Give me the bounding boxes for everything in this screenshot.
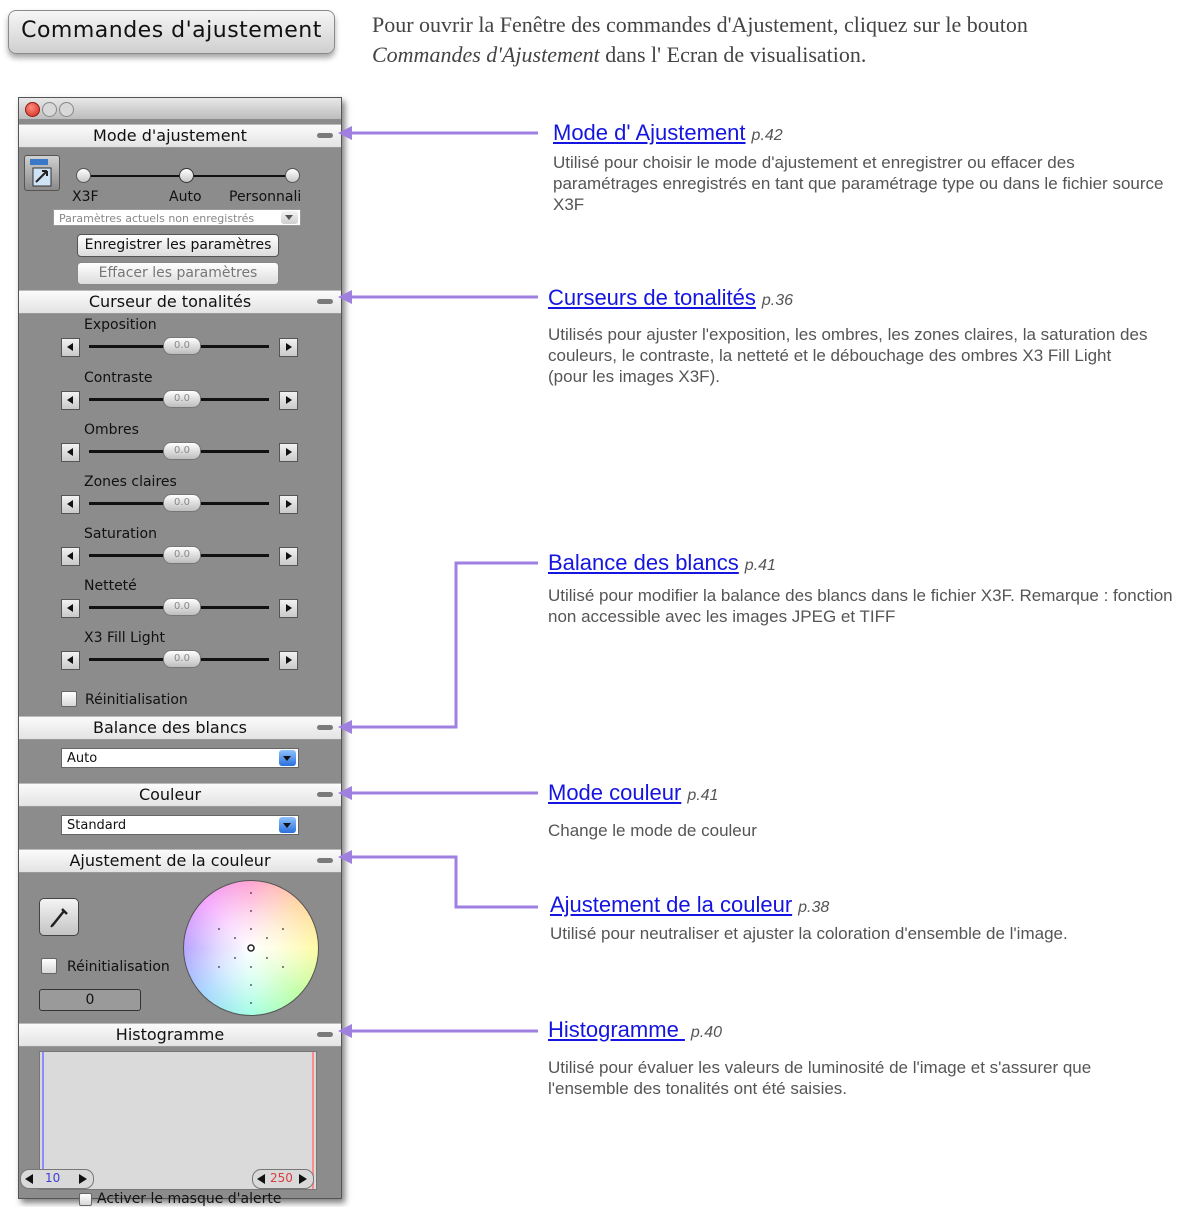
intro-italic: Commandes d'Ajustement (372, 42, 600, 67)
callout-mode-title[interactable] (553, 120, 783, 146)
slider-label-shadows: Ombres (84, 422, 139, 438)
callout-color-adjust-title[interactable] (550, 892, 829, 918)
clear-settings-button[interactable]: Effacer les paramètres (77, 262, 279, 285)
callout-color-adjust-desc: Utilisé pour neutraliser et ajuster la coloration d'ensemble de l'image. (550, 924, 1068, 943)
section-title: Mode d'ajustement (93, 126, 247, 145)
slider-label-fill-light: X3 Fill Light (84, 630, 166, 646)
mode-option-x3f: X3F (72, 189, 99, 205)
color-reset-label: Réinitialisation (67, 959, 170, 975)
slider-knob[interactable]: 0.0 (163, 442, 201, 460)
wb-select-value: Auto (67, 751, 98, 766)
preset-select-value: Paramètres actuels non enregistrés (59, 212, 255, 225)
callout-link[interactable]: Curseurs de tonalités (548, 285, 756, 310)
callout-link[interactable]: Histogramme (548, 1017, 685, 1042)
intro-line: Pour ouvrir la Fenêtre des commandes d'Ajustement, cliquez sur le bouton (372, 12, 1028, 37)
callout-sliders-title[interactable] (548, 285, 793, 311)
callout-mode-desc: Utilisé pour choisir le mode d'ajustement et enregistrer ou effacer des paramétrages enregistrés en tant que paramétrage type ou dans le fichier source X3F (553, 153, 1164, 214)
callout-wb-desc: Utilisé pour modifier la balance des blancs dans le fichier X3F. Remarque : fonction non accessible avec les images JPEG et TIFF (548, 586, 1173, 626)
alert-mask-label: Activer le masque d'alerte (97, 1191, 282, 1207)
section-title: Couleur (138, 785, 202, 804)
section-title: Ajustement de la couleur (69, 851, 271, 870)
high-value: 250 (270, 1171, 293, 1185)
callout-link[interactable]: Mode couleur (548, 780, 682, 805)
callout-page: p.41 (744, 557, 776, 574)
mode-option-auto: Auto (169, 189, 202, 205)
high-value-stepper[interactable] (252, 1169, 314, 1189)
callout-page: p.40 (690, 1024, 723, 1041)
callout-histogram-desc: Utilisé pour évaluer les valeurs de luminosité de l'image et s'assurer que l'ensemble des tonalités ont été saisies. (548, 1058, 1092, 1098)
slider-label-exposure: Exposition (84, 317, 157, 333)
section-title: Histogramme (115, 1025, 225, 1044)
save-settings-button[interactable]: Enregistrer les paramètres (77, 234, 279, 257)
increment-arrow-icon[interactable] (79, 1174, 87, 1184)
slider-label-saturation: Saturation (84, 526, 157, 542)
slider-knob[interactable]: 0.0 (163, 650, 201, 668)
slider-knob[interactable]: 0.0 (163, 546, 201, 564)
decrement-arrow-icon[interactable] (25, 1174, 33, 1184)
slider-knob[interactable]: 0.0 (163, 494, 201, 512)
low-value: 10 (45, 1171, 61, 1185)
slider-knob[interactable]: 0.0 (163, 337, 201, 355)
callout-page: p.38 (798, 899, 830, 916)
color-adjust-value: 0 (39, 989, 141, 1011)
callout-page: p.41 (687, 787, 719, 804)
callout-wb-title[interactable] (548, 550, 776, 576)
callout-sliders-desc: Utilisés pour ajuster l'exposition, les ombres, les zones claires, la saturation des couleurs, le contraste, la netteté et le débouchage des ombres X3 Fill Light (pour les images X3F). (548, 325, 1148, 386)
increment-arrow-icon[interactable] (299, 1174, 307, 1184)
adjustment-controls-button[interactable]: Commandes d'ajustement (8, 10, 335, 54)
callout-link[interactable]: Ajustement de la couleur (550, 892, 793, 917)
low-value-stepper[interactable] (20, 1169, 94, 1189)
callout-page: p.42 (751, 127, 783, 144)
slider-label-contrast: Contraste (84, 370, 153, 386)
slider-reset-label: Réinitialisation (85, 692, 188, 708)
callout-color-mode-desc: Change le mode de couleur (548, 821, 757, 840)
histogram-steppers (18, 1168, 340, 1190)
section-title: Balance des blancs (93, 718, 247, 737)
callout-color-mode-title[interactable] (548, 780, 718, 806)
color-mode-select-value: Standard (67, 818, 127, 833)
callout-link[interactable]: Balance des blancs (548, 550, 739, 575)
slider-knob[interactable]: 0.0 (163, 390, 201, 408)
slider-label-sharpness: Netteté (84, 578, 137, 594)
intro-tail: dans l' Ecran de visualisation. (599, 42, 867, 67)
mode-option-custom: Personnali (229, 189, 302, 205)
callout-link[interactable]: Mode d' Ajustement (553, 120, 746, 145)
slider-label-highlights: Zones claires (84, 474, 177, 490)
section-title: Curseur de tonalités (88, 292, 252, 311)
slider-knob[interactable]: 0.0 (163, 598, 201, 616)
callout-page: p.36 (761, 292, 794, 309)
callout-histogram-title[interactable] (548, 1017, 722, 1043)
decrement-arrow-icon[interactable] (257, 1174, 265, 1184)
